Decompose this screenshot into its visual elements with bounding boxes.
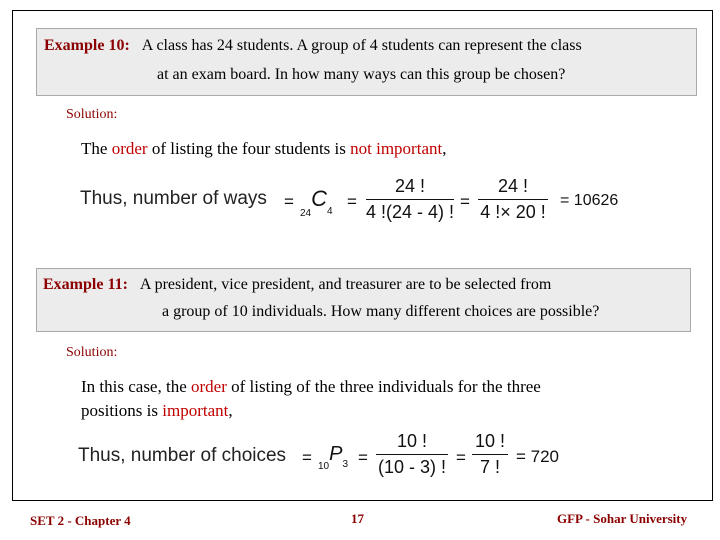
- solution-11-line-1: [81, 377, 541, 397]
- perm-sub-r: 3: [342, 459, 349, 470]
- fraction-4-denominator: 7 !: [479, 457, 500, 477]
- formula-10-thus: Thus, number of ways: [80, 188, 267, 209]
- fraction-2-denominator: 4 !× 20 !: [480, 202, 546, 222]
- fraction-1-denominator: 4 !(24 - 4) !: [366, 202, 455, 222]
- formula-11-eq-3: =: [456, 448, 466, 467]
- example-10-line-1: [44, 37, 582, 55]
- example-10-label: Example 10:: [44, 37, 130, 54]
- example-11-text-2: a group of 10 individuals. How many different choices are possible?: [162, 303, 600, 320]
- example-11-line-1: [43, 276, 551, 294]
- formula-10-eq-1: =: [284, 192, 294, 211]
- solution-11-order: order: [191, 377, 227, 396]
- example-11-text-1: A president, vice president, and treasurer are to be selected from: [139, 276, 552, 293]
- formula-10-combination: [300, 186, 333, 219]
- combo-letter: C: [311, 186, 328, 211]
- example-11-label: Example 11:: [43, 276, 128, 293]
- solution-11-line-2-after: ,: [228, 401, 233, 420]
- example-10-line-2: [157, 66, 565, 84]
- solution-11-line-2-before: positions is: [81, 401, 163, 420]
- fraction-3-denominator: (10 - 3) !: [377, 457, 447, 477]
- solution-10-text-before: The: [81, 139, 112, 158]
- solution-10-label: Solution:: [66, 107, 118, 122]
- formula-11-thus: Thus, number of choices: [78, 445, 287, 466]
- solution-11-line-1-after: of listing of the three individuals for the three: [226, 377, 541, 396]
- solution-10-not-important: not important: [350, 139, 443, 158]
- formula-10-eq-2: =: [347, 192, 357, 211]
- fraction-3-bar: [376, 454, 448, 455]
- fraction-1-numerator: 24 !: [394, 176, 426, 196]
- formula-11-fraction-2: [472, 431, 508, 478]
- combo-sub-n: 24: [300, 208, 312, 219]
- fraction-2-bar: [478, 199, 548, 200]
- fraction-2-numerator: 24 !: [497, 176, 529, 196]
- footer-right: GFP - Sohar University: [557, 511, 688, 526]
- fraction-1-bar: [366, 199, 454, 200]
- example-10-text-1: A class has 24 students. A group of 4 students can represent the class: [141, 37, 582, 54]
- fraction-4-numerator: 10 !: [474, 431, 506, 451]
- footer-page-number: 17: [351, 511, 364, 526]
- fraction-3-numerator: 10 !: [396, 431, 428, 451]
- fraction-4-bar: [472, 454, 508, 455]
- perm-letter: P: [329, 443, 343, 465]
- perm-sub-n: 10: [318, 461, 330, 472]
- solution-11-line-1-before: In this case, the: [81, 377, 191, 396]
- formula-10-eq-3: =: [460, 192, 470, 211]
- solution-10-text-after: ,: [442, 139, 447, 158]
- solution-11-label: Solution:: [66, 345, 118, 360]
- solution-11-line-2: [81, 401, 233, 421]
- solution-10-text-mid: of listing the four students is: [147, 139, 351, 158]
- footer-left: SET 2 - Chapter 4: [30, 513, 131, 528]
- formula-11-result: = 720: [516, 447, 560, 466]
- solution-10-text: [81, 139, 446, 159]
- formula-10-fraction-1: [366, 176, 454, 223]
- formula-11-fraction-1: [376, 431, 448, 478]
- example-10-text-2: at an exam board. In how many ways can this group be chosen?: [157, 66, 566, 83]
- solution-11-important: important: [162, 401, 229, 420]
- combo-sub-r: 4: [327, 206, 333, 217]
- solution-10-order: order: [111, 139, 148, 158]
- formula-10-result: = 10626: [560, 192, 619, 209]
- example-11-line-2: [162, 303, 599, 321]
- formula-10-fraction-2: [478, 176, 548, 223]
- formula-11-eq-2: =: [358, 448, 368, 467]
- formula-11-eq-1: =: [302, 448, 312, 467]
- formula-11-permutation: [318, 443, 349, 472]
